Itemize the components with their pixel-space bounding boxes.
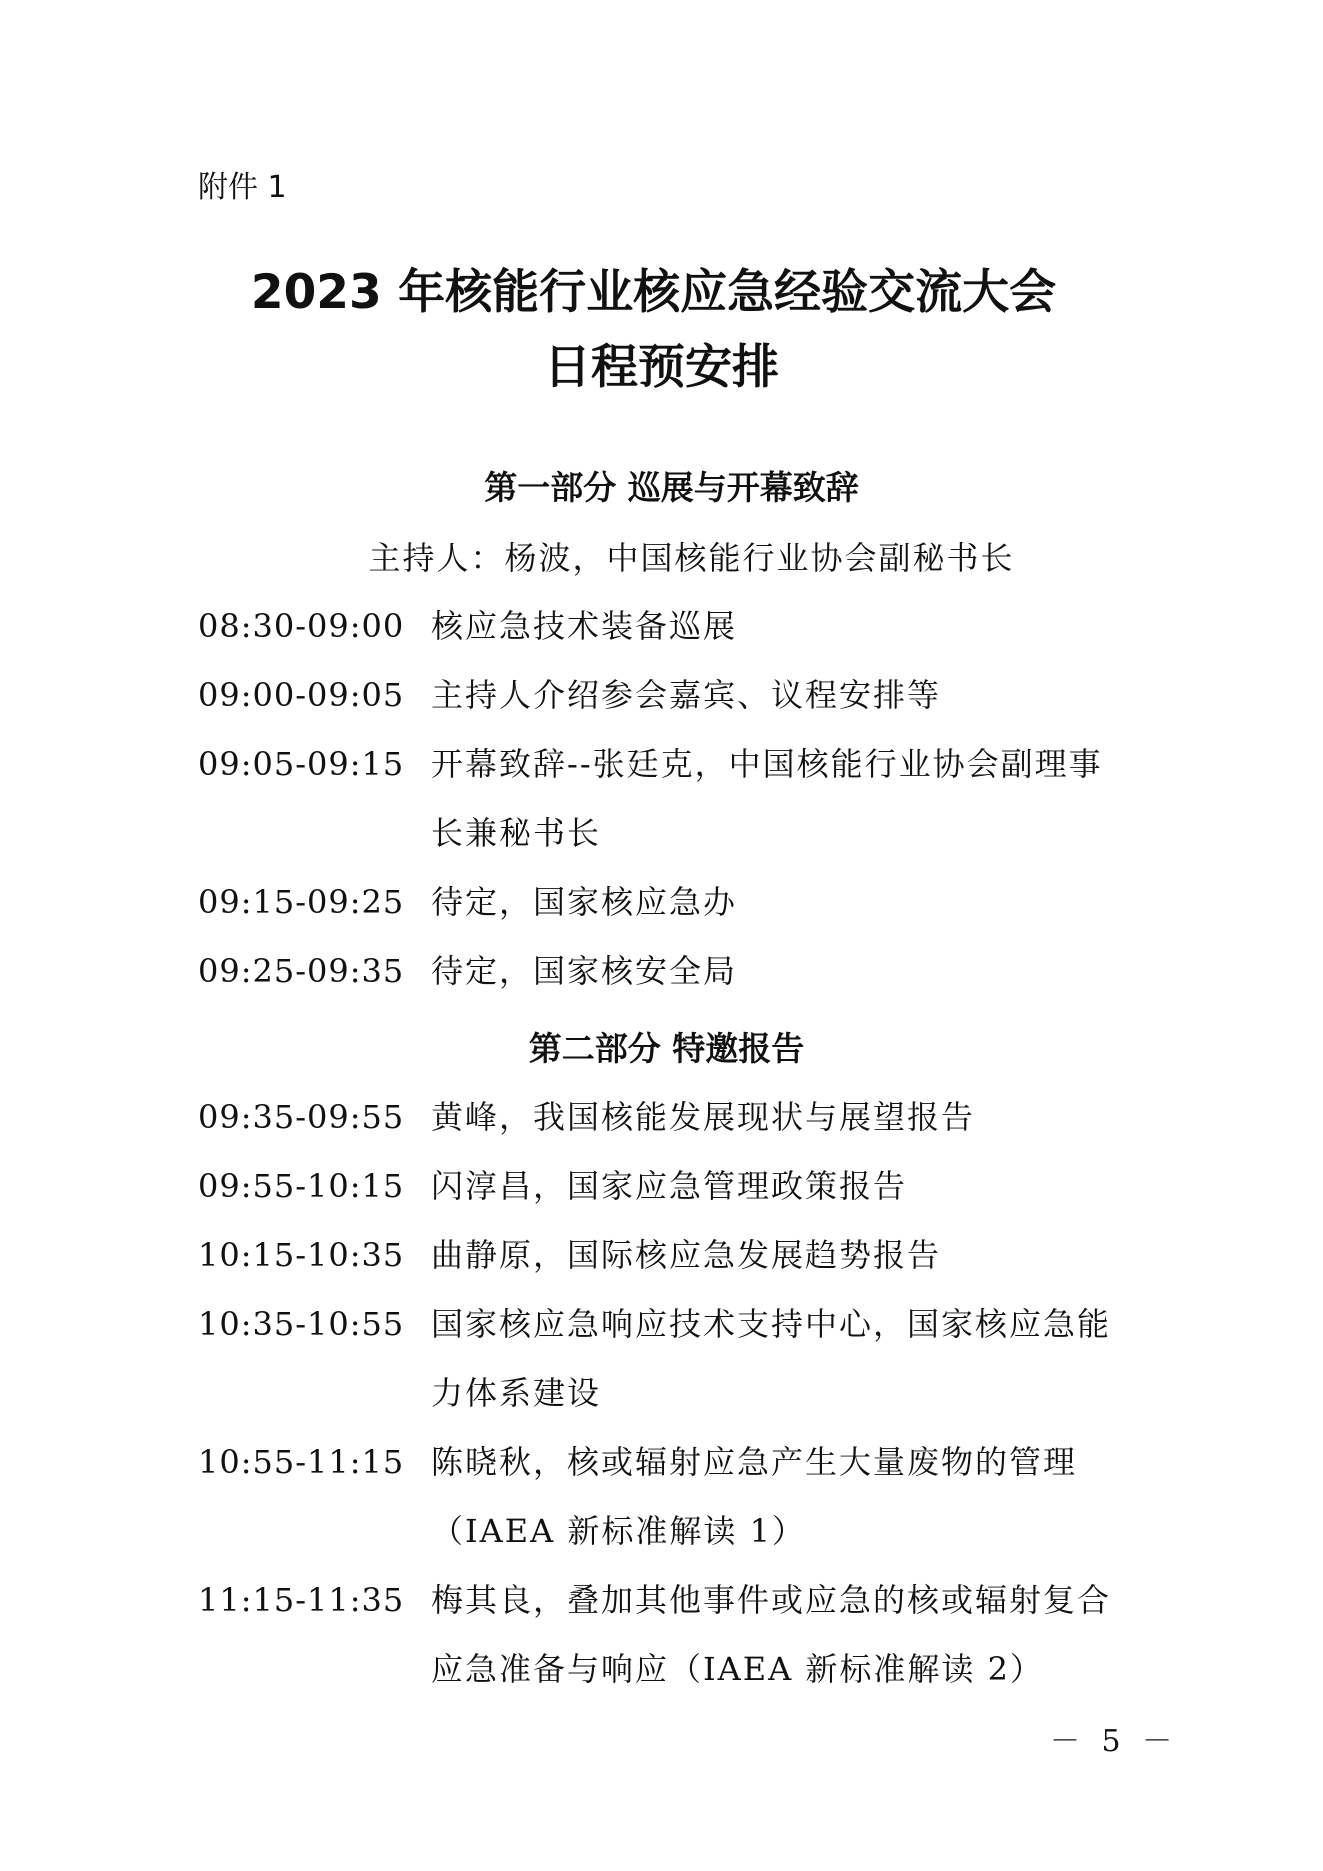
schedule-desc-line-1: 待定，国家核安全局 (431, 952, 738, 990)
schedule-desc (431, 1233, 1151, 1302)
schedule-desc-line-2: 长兼秘书长 (431, 814, 602, 852)
schedule-desc-line-1: 主持人介绍参会嘉宾、议程安排等 (431, 676, 942, 714)
schedule-time: 10:55-11:15 (198, 1443, 405, 1481)
schedule-desc (431, 880, 1151, 949)
schedule-desc-line-2: （IAEA 新标准解读 1） (431, 1512, 806, 1550)
schedule-desc (431, 604, 1151, 673)
schedule-desc-line-1: 开幕致辞--张廷克，中国核能行业协会副理事 (431, 745, 1103, 783)
schedule-time: 10:15-10:35 (198, 1236, 405, 1274)
schedule-desc-line-2: 力体系建设 (431, 1374, 602, 1412)
schedule-time: 09:25-09:35 (198, 952, 405, 990)
page-number: － 5 － (1050, 1724, 1179, 1759)
schedule-desc (431, 742, 1151, 880)
schedule-desc (431, 1302, 1151, 1440)
schedule-desc-line-1: 陈晓秋，核或辐射应急产生大量废物的管理 (431, 1443, 1078, 1481)
section-2-heading: 第二部分 特邀报告 (528, 1029, 805, 1068)
schedule-desc-line-1: 曲静原，国际核应急发展趋势报告 (431, 1236, 942, 1274)
schedule-time: 09:15-09:25 (198, 883, 405, 921)
schedule-desc-line-1: 待定，国家核应急办 (431, 883, 738, 921)
section-1-host: 主持人：杨波，中国核能行业协会副秘书长 (368, 539, 1015, 577)
schedule-time: 08:30-09:00 (198, 607, 405, 645)
schedule-time: 10:35-10:55 (198, 1305, 405, 1343)
section-1-heading: 第一部分 巡展与开幕致辞 (484, 468, 859, 507)
schedule-time: 09:35-09:55 (198, 1098, 405, 1136)
schedule-desc-line-1: 国家核应急响应技术支持中心，国家核应急能 (431, 1305, 1112, 1343)
schedule-desc-line-1: 黄峰，我国核能发展现状与展望报告 (431, 1098, 976, 1136)
schedule-time: 11:15-11:35 (198, 1581, 405, 1619)
schedule-desc-line-2: 应急准备与响应（IAEA 新标准解读 2） (431, 1650, 1044, 1688)
schedule-desc-line-1: 核应急技术装备巡展 (431, 607, 738, 645)
schedule-desc-line-1: 闪淳昌，国家应急管理政策报告 (431, 1167, 908, 1205)
schedule-desc-line-1: 梅其良，叠加其他事件或应急的核或辐射复合 (431, 1581, 1112, 1619)
document-title-line-2: 日程预安排 (544, 340, 779, 395)
schedule-time: 09:05-09:15 (198, 745, 405, 783)
schedule-time: 09:00-09:05 (198, 676, 405, 714)
schedule-desc (431, 1440, 1151, 1578)
schedule-time: 09:55-10:15 (198, 1167, 405, 1205)
schedule-desc (431, 1095, 1151, 1164)
attachment-label: 附件 1 (198, 170, 287, 205)
document-title-line-1: 2023 年核能行业核应急经验交流大会 (250, 265, 1057, 320)
schedule-desc (431, 673, 1151, 742)
schedule-desc (431, 949, 1151, 1018)
schedule-desc (431, 1164, 1151, 1233)
schedule-desc (431, 1578, 1151, 1716)
